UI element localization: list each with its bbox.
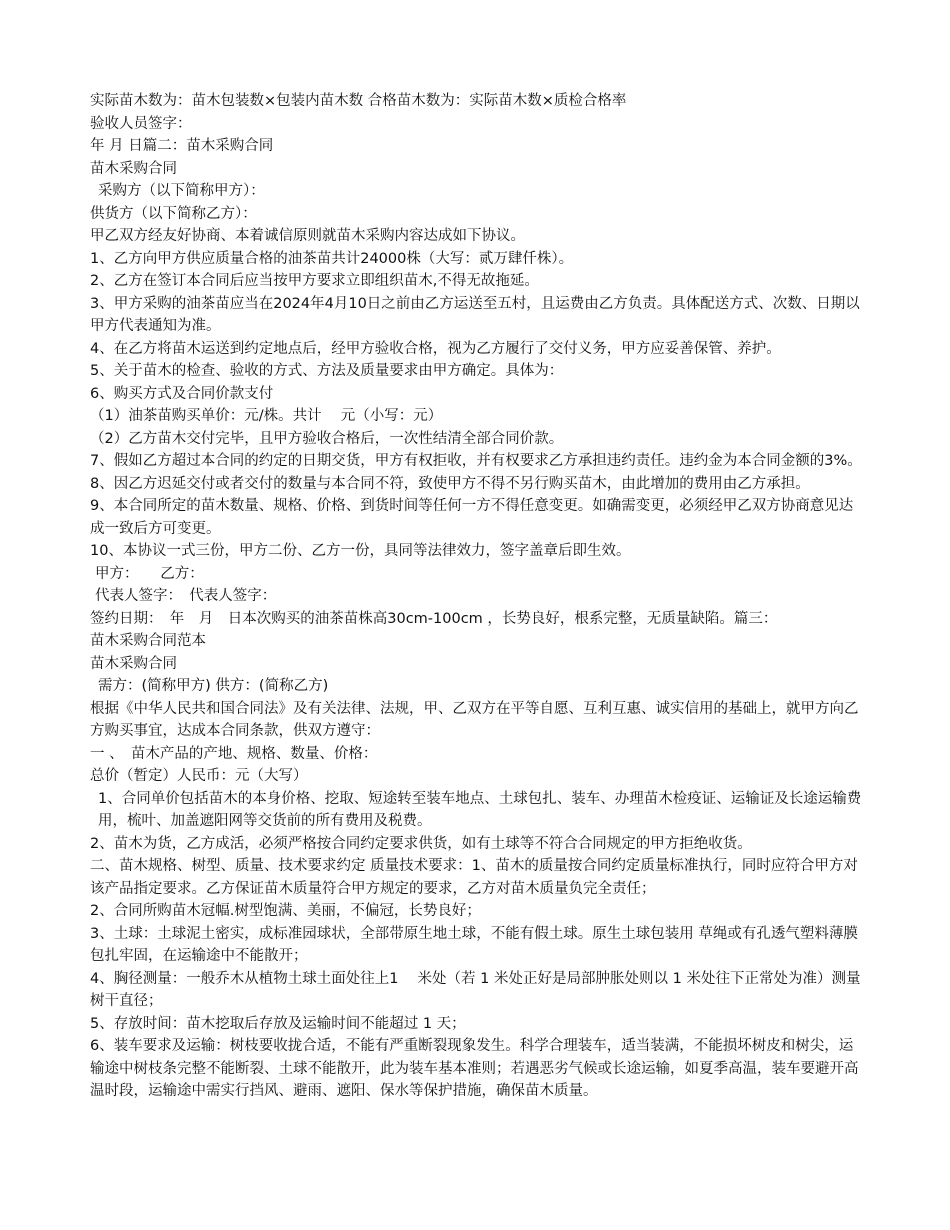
clause-item: 二、苗木规格、树型、质量、技术要求约定 质量技术要求：1、苗木的质量按合同约定质量标准执行，同时应符合甲方对该产品指定要求。乙方保证苗木质量符合甲方规定的要求，乙方对苗木质量负完全责任； bbox=[90, 858, 858, 897]
clause-item: 6、装车要求及运输：树枝要收拢合适，不能有严重断裂现象发生。科学合理装车，适当装满，不能损坏树皮和树尖，运输途中树枝条完整不能断裂、土球不能散开，此为装车基本准则；若遇恶劣气候或长途运输，如夏季高温，装车要避开高温时段，运输途中需实行挡风、避雨、遮阳、保水等保护措施，确保苗木质量。 bbox=[90, 1038, 859, 1099]
text-line: 采购方（以下简称甲方）： bbox=[98, 183, 265, 199]
section-title: 苗木采购合同范本 bbox=[90, 633, 206, 649]
text-line: 根据《中华人民共和国合同法》及有关法律、法规，甲、乙双方在平等自愿、互利互惠、诚实信用的基础上，就甲方向乙方购买事宜，达成本合同条款，供双方遵守： bbox=[90, 700, 859, 739]
document-page bbox=[90, 90, 862, 1103]
clause-item: 4、在乙方将苗木运送到约定地点后，经甲方验收合格，视为乙方履行了交付义务，甲方应妥善保管、养护。 bbox=[90, 340, 781, 357]
text-line: 总价（暂定）人民币：元（大写） bbox=[90, 768, 308, 784]
clause-item: 3、土球：土球泥土密实，成标准园球状，全部带原生地土球，不能有假土球。原生土球包装用 草绳或有孔透气塑料薄膜 包扎牢固，在运输途中不能散开； bbox=[90, 925, 858, 964]
text-line: 签约日期： 年 月 日本次购买的油茶苗株高30cm-100cm ，长势良好，根系完整，无质量缺陷。篇三： bbox=[90, 610, 778, 627]
text-line: 年 月 日篇二：苗木采购合同 bbox=[90, 138, 274, 154]
clause-item: 一 、 苗木产品的产地、规格、数量、价格： bbox=[90, 745, 378, 762]
clause-item: 4、胸径测量：一般乔木从植物土球土面处往上1 米处（若 1 米处正好是局部肿胀处则以 1 米处往下正常处为准）测量树干直径； bbox=[90, 970, 861, 1009]
text-line: 实际苗木数为：苗木包装数×包装内苗木数 合格苗木数为：实际苗木数×质检合格率 bbox=[90, 93, 627, 109]
clause-item: 1、乙方向甲方供应质量合格的油茶苗共计24000株（大写：贰万肆仟株）。 bbox=[90, 250, 574, 267]
clause-item: （1）油茶苗购买单价：元/株。共计 元（小写：元） bbox=[90, 408, 443, 424]
clause-item: 3、甲方采购的油茶苗应当在2024年4月10日之前由乙方运送至五村，且运费由乙方负责。具体配送方式、次数、日期以甲方代表通知为准。 bbox=[90, 295, 860, 334]
clause-item: 8、因乙方迟延交付或者交付的数量与本合同不符，致使甲方不得不另行购买苗木，由此增加的费用由乙方承担。 bbox=[90, 475, 810, 492]
clause-item: 5、存放时间：苗木挖取后存放及运输时间不能超过 1 天； bbox=[90, 1015, 466, 1032]
text-line: 供货方（以下简称乙方）： bbox=[90, 205, 257, 222]
clause-item: 5、关于苗木的检查、验收的方式、方法及质量要求由甲方确定。具体为： bbox=[90, 363, 564, 379]
clause-item: 9、本合同所定的苗木数量、规格、价格、到货时间等任何一方不得任意变更。如确需变更，必须经甲乙双方协商意见达成一致后方可变更。 bbox=[90, 498, 854, 537]
signature-line: 甲方： 乙方： bbox=[95, 565, 204, 582]
clause-item: 1、合同单价包括苗木的本身价格、挖取、短途转至装车地点、土球包扎、装车、办理苗木检疫证、运输证及长途运输费用，梳叶、加盖遮阳网等交货前的所有费用及税费。 bbox=[98, 790, 862, 829]
section-title: 苗木采购合同 bbox=[90, 655, 177, 672]
clause-item: 7、假如乙方超过本合同的约定的日期交货，甲方有权拒收，并有权要求乙方承担违约责任。违约金为本合同金额的3%。 bbox=[90, 453, 862, 469]
clause-item: 6、购买方式及合同价款支付 bbox=[90, 385, 274, 402]
section-title: 苗木采购合同 bbox=[90, 160, 177, 177]
text-line: 验收人员签字： bbox=[90, 115, 192, 132]
clause-item: 2、合同所购苗木冠幅.树型饱满、美丽，不偏冠，长势良好； bbox=[90, 903, 481, 919]
clause-item: 2、苗木为货，乙方成活，必须严格按合同约定要求供货，如有土球等不符合合同规定的甲方拒绝收货。 bbox=[90, 835, 752, 852]
clause-item: 2、乙方在签订本合同后应当按甲方要求立即组织苗木,不得无故拖延。 bbox=[90, 273, 539, 289]
signature-line: 代表人签字： 代表人签字： bbox=[95, 588, 277, 604]
text-line: 甲乙双方经友好协商、本着诚信原则就苗木采购内容达成如下协议。 bbox=[90, 228, 525, 244]
text-line: 需方：(简称甲方) 供方：(简称乙方) bbox=[98, 678, 329, 694]
clause-item: 10、本协议一式三份，甲方二份、乙方一份，具同等法律效力，签字盖章后即生效。 bbox=[90, 543, 631, 559]
clause-item: （2）乙方苗木交付完毕，且甲方验收合格后，一次性结清全部合同价款。 bbox=[90, 430, 564, 447]
